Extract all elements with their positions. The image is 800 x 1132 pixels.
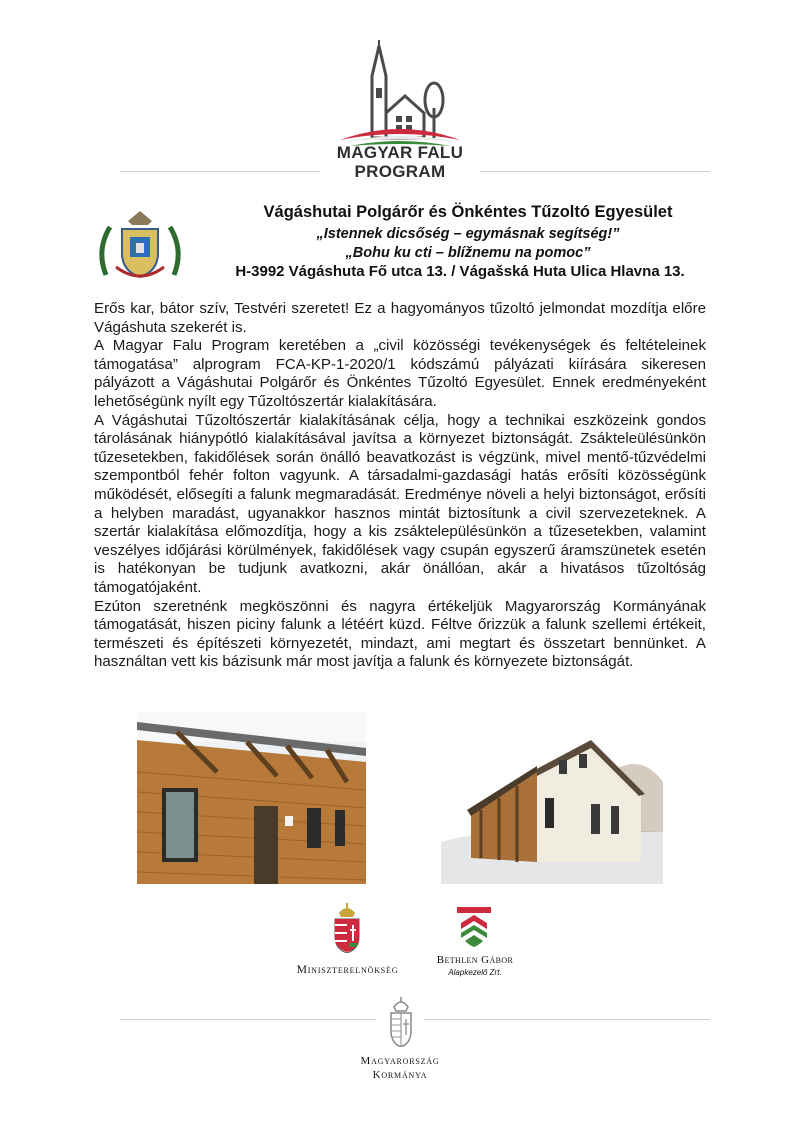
government-coat-of-arms-icon xyxy=(388,997,414,1047)
association-address: H-3992 Vágáshuta Fő utca 13. / Vágašská Huta Ulica Hlavna 13. xyxy=(235,263,685,280)
association-name: Vágáshutai Polgárőr és Önkéntes Tűzoltó Egyesület xyxy=(263,203,673,221)
paragraph: Erős kar, bátor szív, Testvéri szeretet! Ez a hagyományos tűzoltó jelmondat mozdítja előre Vágáshuta szekerét is. xyxy=(94,300,706,336)
bethlen-gabor-shield-icon xyxy=(455,903,493,947)
paragraph: A Magyar Falu Program keretében a „civil közösségi tevékenységek és feltételeinek támogatása” alprogram FCA-KP-1-2020/1 kódszámú pályázati kiírására sikeresen pályázott a Vágáshutai Polgárőr és Önkéntes Tűzoltó Egyesület. Ennek eredményeként lehetőségünk nyílt egy Tűzoltószertár kialakítására. xyxy=(94,337,706,410)
paragraph: Ezúton szeretnénk megköszönni és nagyra értékeljük Magyarország Kormányának támogatását, hiszen piciny falunk a létéért küzd. Féltve őrizzük a falunk szellemi értékeit, természeti és építészeti környezetét, mindazt, ami megtart és összetart bennünket. A használtan vett kis bázisunk már most javítja a falunk és környezete biztonságát. xyxy=(94,597,706,671)
miniszterelnokseg-label: Miniszterelnökség xyxy=(296,964,399,976)
magyar-falu-program-wordmark xyxy=(300,143,500,181)
motto-slovak: „Bohu ku cti – blížnemu na pomoc” xyxy=(345,245,591,261)
mk-label-line2: Kormánya xyxy=(372,1069,428,1081)
article-body xyxy=(94,300,706,672)
mk-label-line1: Magyarország xyxy=(360,1055,440,1067)
logo-line2: PROGRAM xyxy=(354,162,446,181)
footer-divider-right xyxy=(424,1019,710,1020)
divider-left xyxy=(120,171,320,172)
footer-divider-left xyxy=(120,1019,376,1020)
hungarian-coat-of-arms-icon xyxy=(331,903,363,953)
paragraph: A Vágáshutai Tűzoltószertár kialakításának célja, hogy a technikai eszközeink gondos tárolásának hiánypótló kialakításával javítsa a környezet biztonságát. Zsákteleülésünkön tűzesetekben, fakidőlések során önálló beavatkozást is végzünk, mivel mentő-tűzvédelmi szempontból fehér folton vagyunk. A társadalmi-gazdasági hatás erősíti közösségünk működését, elősegíti a falunk megmaradását. Eredménye növeli a helyi biztonságot, erősíti a helyben maradást, ugyanakkor hasznos mintát biztosítunk a civil szervezeteknek. A szertár kialakítása előmozdítja, hogy a kis zsáktelepülésünkön a tűzesetekben, valamint veszélyes időjárási körülmények, fakidőlések vagy csupán egyszerű áramszünetek esetén is hatékonyan be tudjunk avatkozni, akár önállóan, akár a hivatásos tűzoltóság támogatójaként. xyxy=(94,411,706,596)
fire-station-house-in-snow-photo xyxy=(441,712,663,884)
bethlen-gabor-sublabel: Alapkezelő Zrt. xyxy=(448,968,502,977)
divider-right xyxy=(480,171,710,172)
bethlen-gabor-label: Bethlen Gábor xyxy=(436,954,514,966)
wooden-fire-station-porch-photo xyxy=(137,712,366,884)
magyarorszag-kormanya-label xyxy=(330,1054,470,1082)
motto-hungarian: „Istennek dicsőség – egymásnak segítség!” xyxy=(316,226,620,242)
logo-line1: MAGYAR FALU xyxy=(336,143,464,162)
